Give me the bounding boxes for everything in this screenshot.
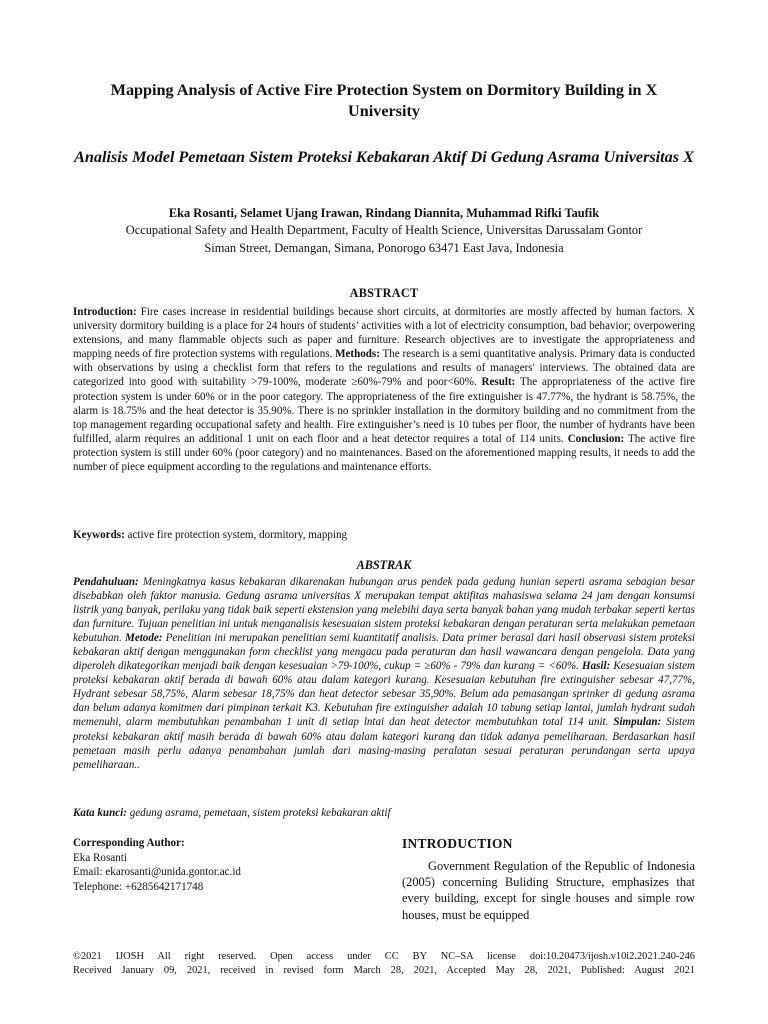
abstract-intro-label: Introduction: — [73, 306, 137, 318]
kata-kunci-text: gedung asrama, pemetaan, sistem proteksi kebakaran aktif — [126, 807, 391, 819]
abstrak-hasil-text: Kesesuaian sistem proteksi kebakaran aktif berada di bawah 60% atau dalam kategori kurang. Kesesuaian kebutuhan fire extinguisher sebesar 47,77%, Hydrant sebesar 58,75%, Alarm sebesar 18,75% dan heat detector sebesar 35,90%. Belum ada pemasangan sprinker di gedung asrama dan belum adanya komitmen dari pimpinan terkait K3. Kebutuhan fire extinguisher adalah 10 tabung setiap lantai, jumlah hydrant sudah memenuhi, alarm membutuhkan penambahan 1 unit di setiap lntai dan heat detector membutuhkan total 114 unit. — [73, 660, 695, 729]
abstrak-pendahuluan-label: Pendahuluan: — [73, 576, 139, 588]
abstract-conclusion-text: The active fire protection system is still under 60% (poor category) and no maintenances. Based on the aforementioned mapping results, it needs to add the number of piece equipment according to the regulations and maintenance efforts. — [73, 432, 695, 474]
footer-license-line: ©2021 IJOSH All right reserved. Open access under CC BY NC–SA license doi:10.20473/ijosh.v10i2.2021.240-246 — [73, 951, 695, 962]
abstract-methods-text: The research is a semi quantitative analysis. Primary data is conducted with observations by using a checklist form that refers to the regulations and results of managers' interviews. The obtained data are categorized into good with suitability >79-100%, moderate ≥60%-79% and poor<60%. — [73, 348, 695, 389]
abstrak-hasil-label: Hasil: — [582, 660, 611, 673]
corresponding-author-name: Eka Rosanti — [73, 851, 127, 864]
abstract-result-label: Result: — [481, 376, 516, 389]
abstract-methods-label: Methods: — [335, 348, 380, 361]
abstrak-metode-text: Penelitian ini merupakan penelitian semi kuantitatif analisis. Data primer berasal dari hasil observasi sistem proteksi kebakaran aktif dengan menggunakan form checklist yang mengacu pada peraturan dan hasil wawancara dengan pengelola. Data yang diperoleh dikategorikan menjadi baik dengan kesesuaian >79-100%, cukup = ≥60% - 79% dan kurang = <60%. — [73, 632, 695, 673]
author-list: Eka Rosanti, Selamet Ujang Irawan, Rindang Diannita, Muhammad Rifki Taufik — [168, 206, 600, 220]
keywords-text: active fire protection system, dormitory, mapping — [124, 529, 348, 541]
corresponding-author — [73, 836, 373, 894]
affiliation-line-2: Siman Street, Demangan, Simana, Ponorogo 63471 East Java, Indonesia — [204, 240, 564, 255]
corresponding-author-email: Email: ekarosanti@unida.gontor.ac.id — [73, 866, 241, 879]
abstract-body — [73, 305, 695, 474]
abstrak-metode-label: Metode: — [125, 632, 163, 645]
kata-kunci-label: Kata kunci: — [73, 807, 127, 819]
keywords — [73, 528, 695, 542]
abstract-result-text: The appropriateness of the active fire protection system is under 60% or in the poor category. The appropriateness of the fire extinguisher is 47.77%, the hydrant is 58.75%, the alarm is 18.75% and the heat detector is 35.90%. There is no sprinkler installation in the dormitory building and no commitment from the top management regarding occupational safety and health. Fire extinguisher’s need is 10 tubes per floor, the number of hydrants have been fulfilled, alarm requires an additional 1 unit on each floor and a heat detector requires a total of 114 units. — [73, 376, 695, 445]
abstrak-heading: ABSTRAK — [356, 558, 412, 572]
abstract-intro-text: Fire cases increase in residential buildings because short circuits, at dormitories are mostly affected by human factors. X university dormitory building is a place for 24 hours of students’ activities with a lot of electricity consumption, bad behavior; overpowering extensions, and many flammable objects such as paper and furniture. Research objectives are to investigate the appropriateness and mapping needs of fire protection systems with regulations. — [73, 306, 695, 361]
corresponding-author-phone: Telephone: +6285642171748 — [73, 880, 204, 893]
abstrak-simpulan-label: Simpulan: — [613, 716, 662, 729]
footer-dates-line: Received January 09, 2021, received in revised form March 28, 2021, Accepted May 28, 2021, Published: August 2021 — [73, 965, 695, 976]
keywords-label: Keywords: — [73, 529, 125, 541]
abstrak-body — [73, 575, 695, 772]
paper-subtitle-indonesian: Analisis Model Pemetaan Sistem Proteksi Kebakaran Aktif Di Gedung Asrama Universitas X — [74, 148, 694, 166]
affiliation-line-1: Occupational Safety and Health Department, Faculty of Health Science, Universitas Darussalam Gontor — [125, 223, 643, 237]
affiliation — [73, 222, 695, 257]
abstrak-simpulan-text: Sistem proteksi kebakaran aktif masih berada di bawah 60% atau dalam kategori kurang dan tidak adanya pemeliharaan. Berdasarkan hasil pemetaan masih perlu adanya penambahan jumlah dari masing-masing peralatan sesuai peraturan perundangan serta upaya pemeliharaan.. — [73, 716, 696, 771]
corresponding-author-label: Corresponding Author: — [73, 837, 185, 849]
abstrak-pendahuluan-text: Meningkatnya kasus kebakaran dikarenakan hubungan arus pendek pada gedung hunian seperti asrama sebagian besar disebabkan oleh faktor manusia. Gedung asrama universitas X merupakan tempat aktifitas mahasiswa selama 24 jam dengan konsumsi listrik yang banyak, perilaku yang tidak baik seperti ekstension yang melebihi daya serta banyak bahan yang mudah terbakar seperti kertas dan furniture. Tujuan penelitian ini untuk menganalisis kesesuaian sistem proteksi kebakaran dengan peraturan serta melakukan pemetaan kebutuhan. — [73, 576, 695, 645]
kata-kunci — [73, 806, 695, 820]
abstract-heading: ABSTRACT — [349, 286, 419, 300]
introduction-text: Government Regulation of the Republic of Indonesia (2005) concerning Buliding Structure, emphasizes that every building, except for single houses and simple row houses, must be equipped — [402, 859, 695, 922]
paper-title: Mapping Analysis of Active Fire Protection System on Dormitory Building in X University — [110, 81, 658, 120]
abstract-conclusion-label: Conclusion: — [567, 432, 625, 445]
page-footer — [73, 950, 695, 978]
introduction-heading: INTRODUCTION — [402, 836, 513, 851]
